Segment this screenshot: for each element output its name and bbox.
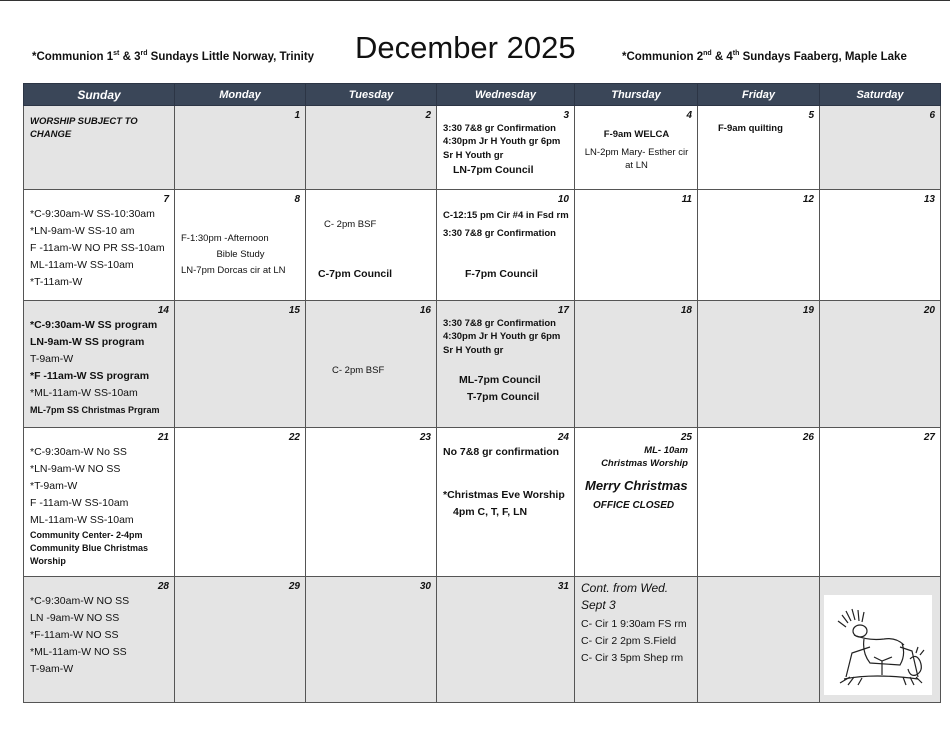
day-number: 16 — [419, 305, 431, 316]
event: T-9am-W — [30, 353, 74, 365]
day-cell-26 — [698, 428, 820, 577]
day-cell-10 — [437, 190, 575, 301]
event: LN-2pm Mary- Esther cir at LN — [584, 147, 689, 171]
day-number: 8 — [294, 194, 300, 205]
communion-note-right: *Communion 2nd & 4th Sundays Faaberg, Maple Lake — [622, 50, 907, 63]
event: OFFICE CLOSED — [593, 500, 675, 511]
weekday-sunday: Sunday — [24, 84, 175, 106]
day-number: 3 — [563, 110, 569, 121]
event: ML-11am-W SS-10am — [30, 514, 134, 526]
day-cell-18 — [575, 301, 698, 428]
event: Merry Christmas — [585, 478, 688, 493]
day-cell-continued — [575, 577, 698, 703]
day-number: 12 — [802, 194, 814, 205]
day-number: 11 — [681, 194, 692, 205]
day-number: 13 — [923, 194, 935, 205]
event: *T-9am-W — [30, 480, 78, 492]
event: *Christmas Eve Worship — [443, 489, 565, 501]
event: Bible Study — [216, 249, 265, 260]
day-number: 14 — [157, 305, 169, 316]
event: ML- 10am Christmas Worship — [601, 445, 688, 469]
weekday-friday: Friday — [698, 84, 820, 106]
event: *T-11am-W — [30, 276, 83, 288]
day-cell-1 — [175, 106, 306, 190]
day-cell-19 — [698, 301, 820, 428]
top-rule — [0, 0, 950, 1]
day-cell-blank — [698, 577, 820, 703]
event: C-7pm Council — [318, 268, 393, 280]
day-cell-3 — [437, 106, 575, 190]
week-row-3 — [24, 301, 941, 428]
weekday-thursday: Thursday — [575, 84, 698, 106]
day-number: 25 — [680, 432, 692, 443]
day-cell-5 — [698, 106, 820, 190]
day-number: 19 — [802, 305, 814, 316]
day-cell-31 — [437, 577, 575, 703]
event: WORSHIP SUBJECT TO CHANGE — [30, 116, 138, 140]
event: F-9am quilting — [718, 123, 783, 134]
event: F-9am WELCA — [603, 129, 670, 140]
event: No 7&8 gr confirmation — [443, 446, 560, 458]
event: Sr H Youth gr — [443, 150, 504, 161]
event: *C-9:30am-W NO SS — [30, 595, 130, 607]
day-cell-9 — [306, 190, 437, 301]
event: C- Cir 1 9:30am FS rm — [581, 618, 687, 630]
day-number: 22 — [288, 432, 300, 443]
day-cell-blank — [24, 106, 175, 190]
day-number: 4 — [686, 110, 692, 121]
event: C-12:15 pm Cir #4 in Fsd rm — [443, 210, 569, 221]
event: *ML-11am-W NO SS — [30, 646, 127, 658]
day-cell-blank — [820, 577, 941, 703]
event: Sept 3 — [581, 598, 616, 612]
event: LN-9am-W SS program — [30, 336, 145, 348]
nativity-illustration-icon — [824, 595, 932, 695]
day-cell-13 — [820, 190, 941, 301]
day-number: 15 — [288, 305, 300, 316]
event: *F -11am-W SS program — [30, 370, 150, 382]
day-number: 29 — [288, 581, 300, 592]
day-cell-25 — [575, 428, 698, 577]
communion-note-left: *Communion 1st & 3rd Sundays Little Norway, Trinity — [32, 50, 315, 63]
event: C- Cir 2 2pm S.Field — [581, 635, 677, 647]
day-number: 6 — [929, 110, 935, 121]
event: T-9am-W — [30, 663, 74, 675]
event: F -11am-W SS-10am — [30, 497, 129, 509]
event: C- 2pm BSF — [324, 219, 377, 230]
calendar-grid — [23, 83, 941, 703]
day-cell-15 — [175, 301, 306, 428]
day-number: 20 — [923, 305, 935, 316]
day-number: 24 — [557, 432, 569, 443]
event: *F-11am-W NO SS — [30, 629, 119, 641]
event: ML-11am-W SS-10am — [30, 259, 134, 271]
event: 4:30pm Jr H Youth gr 6pm — [443, 136, 561, 147]
event: C- Cir 3 5pm Shep rm — [581, 652, 684, 664]
day-cell-28 — [24, 577, 175, 703]
day-number: 5 — [808, 110, 814, 121]
event: F -11am-W NO PR SS-10am — [30, 242, 165, 254]
event: *LN-9am-W NO SS — [30, 463, 121, 475]
day-cell-4 — [575, 106, 698, 190]
day-number: 7 — [163, 194, 169, 205]
event: F-1:30pm -Afternoon — [181, 233, 269, 244]
day-cell-8 — [175, 190, 306, 301]
day-cell-21 — [24, 428, 175, 577]
day-cell-16 — [306, 301, 437, 428]
event: 3:30 7&8 gr Confirmation — [443, 228, 556, 239]
day-number: 1 — [294, 110, 300, 121]
event: *LN-9am-W SS-10 am — [30, 225, 135, 237]
day-number: 18 — [680, 305, 692, 316]
day-cell-29 — [175, 577, 306, 703]
day-number: 26 — [802, 432, 814, 443]
event: Cont. from Wed. — [581, 581, 669, 595]
event: 4pm C, T, F, LN — [453, 506, 528, 518]
day-cell-6 — [820, 106, 941, 190]
week-row-4 — [24, 428, 941, 577]
day-number: 30 — [419, 581, 431, 592]
day-number: 17 — [557, 305, 569, 316]
day-cell-23 — [306, 428, 437, 577]
day-number: 28 — [157, 581, 169, 592]
event: LN-7pm Dorcas cir at LN — [181, 265, 286, 276]
weekday-header-row — [24, 84, 941, 106]
event: *C-9:30am-W SS-10:30am — [30, 208, 155, 220]
day-cell-11 — [575, 190, 698, 301]
week-row-1 — [24, 106, 941, 190]
day-cell-14 — [24, 301, 175, 428]
event: *ML-11am-W SS-10am — [30, 387, 138, 399]
event: 3:30 7&8 gr Confirmation — [443, 123, 556, 134]
event: F-7pm Council — [465, 268, 538, 280]
week-row-2 — [24, 190, 941, 301]
event: Sr H Youth gr — [443, 345, 504, 356]
weekday-monday: Monday — [175, 84, 306, 106]
day-cell-17 — [437, 301, 575, 428]
day-cell-27 — [820, 428, 941, 577]
day-number: 23 — [419, 432, 431, 443]
event: ML-7pm SS Christmas Prgram — [30, 405, 160, 415]
day-number: 2 — [425, 110, 431, 121]
event: 4:30pm Jr H Youth gr 6pm — [443, 331, 561, 342]
event: *C-9:30am-W No SS — [30, 446, 127, 458]
page-title: December 2025 — [355, 30, 576, 65]
event: ML-7pm Council — [459, 374, 541, 386]
day-number: 27 — [923, 432, 935, 443]
day-cell-22 — [175, 428, 306, 577]
day-number: 10 — [557, 194, 569, 205]
weekday-tuesday: Tuesday — [306, 84, 437, 106]
event: *C-9:30am-W SS program — [30, 319, 158, 331]
day-cell-2 — [306, 106, 437, 190]
day-cell-30 — [306, 577, 437, 703]
event: T-7pm Council — [467, 391, 540, 403]
week-row-5 — [24, 577, 941, 703]
event: LN -9am-W NO SS — [30, 612, 120, 624]
day-cell-12 — [698, 190, 820, 301]
event: Community Center- 2-4pm Community Blue Christmas Worship — [30, 530, 149, 566]
day-number: 31 — [557, 581, 569, 592]
event: C- 2pm BSF — [332, 365, 385, 376]
event: 3:30 7&8 gr Confirmation — [443, 318, 556, 329]
event: LN-7pm Council — [453, 164, 534, 176]
weekday-saturday: Saturday — [820, 84, 941, 106]
day-cell-7 — [24, 190, 175, 301]
day-number: 21 — [157, 432, 169, 443]
day-cell-24 — [437, 428, 575, 577]
day-cell-20 — [820, 301, 941, 428]
weekday-wednesday: Wednesday — [437, 84, 575, 106]
